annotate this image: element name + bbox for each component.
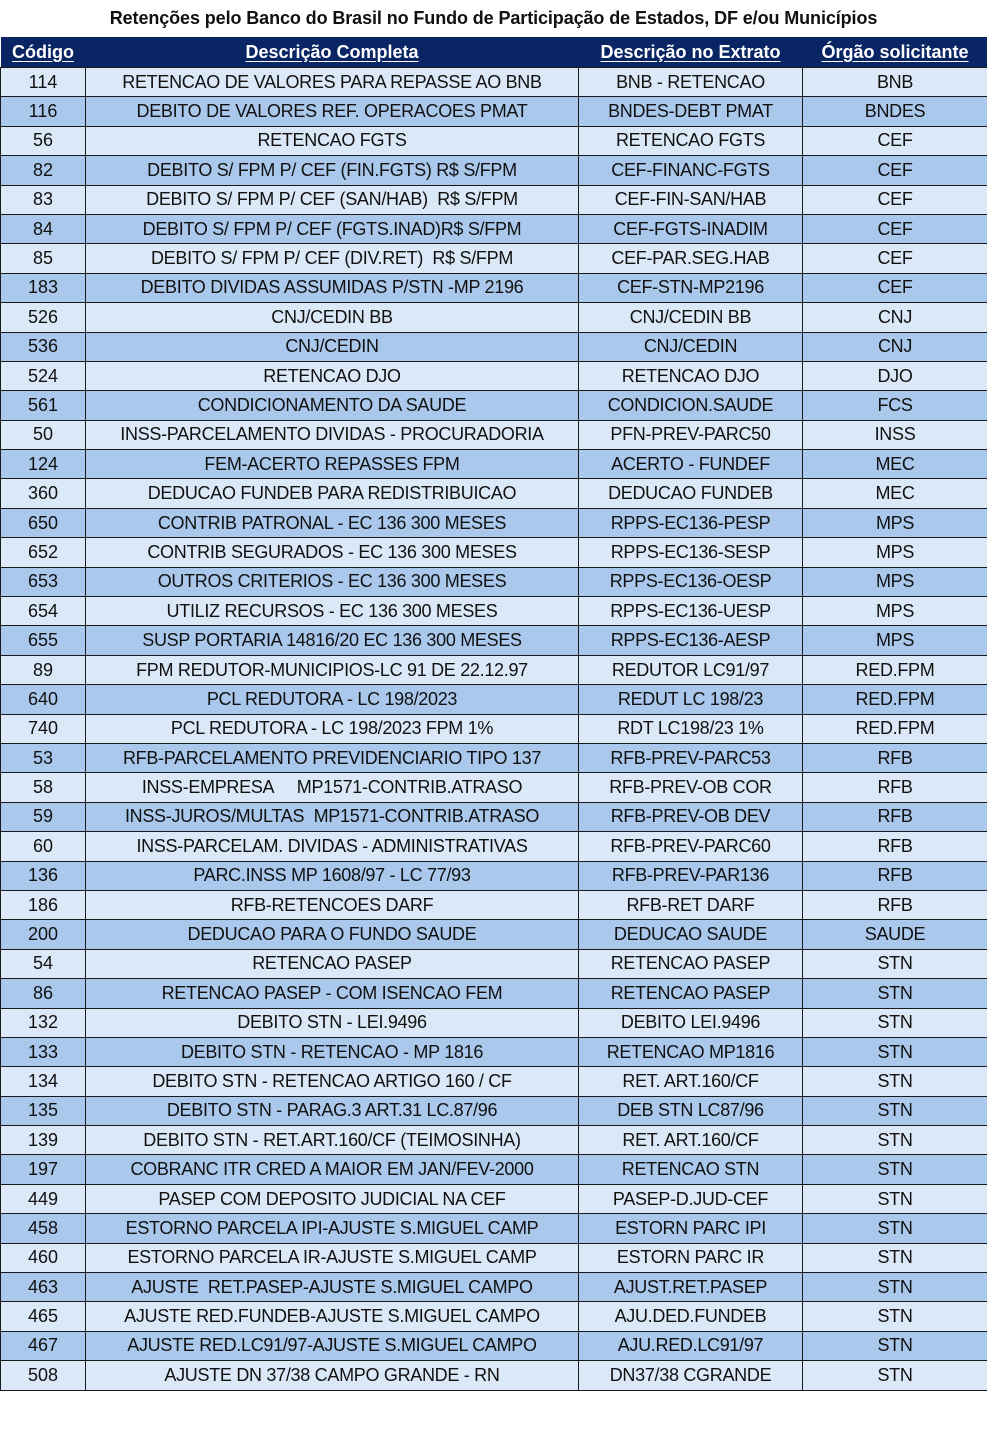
- cell-orgao-solicitante: BNB: [803, 68, 987, 97]
- cell-descricao-extrato: RPPS-EC136-AESP: [579, 626, 803, 655]
- cell-descricao-completa: ESTORNO PARCELA IPI-AJUSTE S.MIGUEL CAMP: [86, 1214, 579, 1243]
- cell-descricao-completa: AJUSTE RED.LC91/97-AJUSTE S.MIGUEL CAMPO: [86, 1331, 579, 1360]
- cell-descricao-completa: DEBITO DIVIDAS ASSUMIDAS P/STN -MP 2196: [86, 273, 579, 302]
- cell-descricao-completa: OUTROS CRITERIOS - EC 136 300 MESES: [86, 567, 579, 596]
- table-row: [1, 1331, 987, 1360]
- cell-codigo: 449: [1, 1184, 86, 1213]
- cell-descricao-extrato: CEF-FINANC-FGTS: [579, 156, 803, 185]
- cell-orgao-solicitante: MPS: [803, 626, 987, 655]
- cell-descricao-extrato: CONDICION.SAUDE: [579, 391, 803, 420]
- cell-descricao-extrato: RETENCAO PASEP: [579, 949, 803, 978]
- table-row: [1, 303, 987, 332]
- cell-codigo: 655: [1, 626, 86, 655]
- cell-descricao-extrato: RFB-PREV-OB COR: [579, 773, 803, 802]
- cell-descricao-completa: DEBITO STN - LEI.9496: [86, 1008, 579, 1037]
- cell-descricao-extrato: REDUT LC 198/23: [579, 685, 803, 714]
- cell-orgao-solicitante: CNJ: [803, 303, 987, 332]
- cell-descricao-completa: CONTRIB PATRONAL - EC 136 300 MESES: [86, 508, 579, 537]
- table-row: [1, 1126, 987, 1155]
- table-row: [1, 508, 987, 537]
- cell-descricao-completa: CNJ/CEDIN: [86, 332, 579, 361]
- cell-orgao-solicitante: STN: [803, 1184, 987, 1213]
- cell-descricao-extrato: RFB-RET DARF: [579, 890, 803, 919]
- table-row: [1, 773, 987, 802]
- cell-descricao-extrato: RETENCAO DJO: [579, 361, 803, 390]
- cell-codigo: 58: [1, 773, 86, 802]
- cell-descricao-completa: DEBITO STN - RET.ART.160/CF (TEIMOSINHA): [86, 1126, 579, 1155]
- document-title: Retenções pelo Banco do Brasil no Fundo de Participação de Estados, DF e/ou Municípios: [109, 8, 878, 28]
- cell-descricao-completa: UTILIZ RECURSOS - EC 136 300 MESES: [86, 597, 579, 626]
- cell-codigo: 186: [1, 890, 86, 919]
- cell-descricao-extrato: AJUST.RET.PASEP: [579, 1273, 803, 1302]
- table-row: [1, 1243, 987, 1272]
- table-row: [1, 479, 987, 508]
- cell-orgao-solicitante: RED.FPM: [803, 685, 987, 714]
- table-body: [1, 68, 987, 1391]
- table-row: [1, 1302, 987, 1331]
- table-row: [1, 1273, 987, 1302]
- table-row: [1, 97, 987, 126]
- column-header-codigo: Código: [1, 37, 86, 68]
- cell-codigo: 139: [1, 1126, 86, 1155]
- cell-codigo: 526: [1, 303, 86, 332]
- cell-descricao-completa: PCL REDUTORA - LC 198/2023 FPM 1%: [86, 714, 579, 743]
- cell-orgao-solicitante: STN: [803, 1214, 987, 1243]
- table-row: [1, 244, 987, 273]
- cell-orgao-solicitante: STN: [803, 949, 987, 978]
- cell-codigo: 458: [1, 1214, 86, 1243]
- cell-codigo: 59: [1, 802, 86, 831]
- cell-descricao-extrato: RFB-PREV-PAR136: [579, 861, 803, 890]
- cell-descricao-extrato: AJU.RED.LC91/97: [579, 1331, 803, 1360]
- cell-descricao-completa: CONDICIONAMENTO DA SAUDE: [86, 391, 579, 420]
- cell-orgao-solicitante: STN: [803, 1008, 987, 1037]
- table-row: [1, 1361, 987, 1390]
- cell-descricao-completa: PASEP COM DEPOSITO JUDICIAL NA CEF: [86, 1184, 579, 1213]
- cell-codigo: 82: [1, 156, 86, 185]
- table-row: [1, 685, 987, 714]
- cell-orgao-solicitante: STN: [803, 1067, 987, 1096]
- cell-codigo: 84: [1, 214, 86, 243]
- cell-descricao-extrato: RETENCAO MP1816: [579, 1037, 803, 1066]
- cell-descricao-extrato: RPPS-EC136-PESP: [579, 508, 803, 537]
- cell-orgao-solicitante: STN: [803, 1037, 987, 1066]
- cell-descricao-completa: FEM-ACERTO REPASSES FPM: [86, 450, 579, 479]
- table-row: [1, 1184, 987, 1213]
- cell-descricao-completa: FPM REDUTOR-MUNICIPIOS-LC 91 DE 22.12.97: [86, 655, 579, 684]
- cell-descricao-completa: DEDUCAO PARA O FUNDO SAUDE: [86, 920, 579, 949]
- table-row: [1, 538, 987, 567]
- cell-descricao-extrato: RFB-PREV-OB DEV: [579, 802, 803, 831]
- table-row: [1, 655, 987, 684]
- cell-codigo: 135: [1, 1096, 86, 1125]
- cell-descricao-completa: INSS-PARCELAM. DIVIDAS - ADMINISTRATIVAS: [86, 832, 579, 861]
- table-row: [1, 273, 987, 302]
- cell-descricao-completa: AJUSTE RED.FUNDEB-AJUSTE S.MIGUEL CAMPO: [86, 1302, 579, 1331]
- cell-descricao-extrato: RET. ART.160/CF: [579, 1126, 803, 1155]
- cell-descricao-completa: DEBITO S/ FPM P/ CEF (DIV.RET) R$ S/FPM: [86, 244, 579, 273]
- cell-orgao-solicitante: RED.FPM: [803, 714, 987, 743]
- cell-descricao-completa: RFB-PARCELAMENTO PREVIDENCIARIO TIPO 137: [86, 743, 579, 772]
- cell-descricao-extrato: DN37/38 CGRANDE: [579, 1361, 803, 1390]
- cell-orgao-solicitante: STN: [803, 1331, 987, 1360]
- cell-descricao-extrato: RETENCAO FGTS: [579, 126, 803, 155]
- cell-orgao-solicitante: RFB: [803, 802, 987, 831]
- cell-descricao-extrato: CNJ/CEDIN: [579, 332, 803, 361]
- cell-codigo: 360: [1, 479, 86, 508]
- cell-descricao-extrato: REDUTOR LC91/97: [579, 655, 803, 684]
- cell-orgao-solicitante: INSS: [803, 420, 987, 449]
- cell-descricao-extrato: RPPS-EC136-UESP: [579, 597, 803, 626]
- cell-codigo: 133: [1, 1037, 86, 1066]
- cell-codigo: 740: [1, 714, 86, 743]
- cell-descricao-extrato: RPPS-EC136-SESP: [579, 538, 803, 567]
- cell-orgao-solicitante: FCS: [803, 391, 987, 420]
- cell-orgao-solicitante: RFB: [803, 832, 987, 861]
- cell-descricao-completa: CONTRIB SEGURADOS - EC 136 300 MESES: [86, 538, 579, 567]
- cell-descricao-extrato: CEF-STN-MP2196: [579, 273, 803, 302]
- table-row: [1, 920, 987, 949]
- cell-orgao-solicitante: STN: [803, 1155, 987, 1184]
- cell-descricao-extrato: CEF-FIN-SAN/HAB: [579, 185, 803, 214]
- cell-codigo: 60: [1, 832, 86, 861]
- cell-descricao-extrato: AJU.DED.FUNDEB: [579, 1302, 803, 1331]
- column-header-orgao-solicitante: Órgão solicitante: [803, 37, 987, 68]
- cell-orgao-solicitante: CEF: [803, 126, 987, 155]
- cell-descricao-completa: RETENCAO PASEP - COM ISENCAO FEM: [86, 979, 579, 1008]
- table-row: [1, 68, 987, 97]
- table-row: [1, 1067, 987, 1096]
- cell-descricao-extrato: PFN-PREV-PARC50: [579, 420, 803, 449]
- table-row: [1, 890, 987, 919]
- cell-orgao-solicitante: RFB: [803, 773, 987, 802]
- cell-orgao-solicitante: DJO: [803, 361, 987, 390]
- table-row: [1, 156, 987, 185]
- cell-orgao-solicitante: STN: [803, 1302, 987, 1331]
- cell-orgao-solicitante: STN: [803, 1361, 987, 1390]
- column-header-descricao-extrato: Descrição no Extrato: [579, 37, 803, 68]
- retentions-table: [0, 37, 987, 1391]
- cell-orgao-solicitante: SAUDE: [803, 920, 987, 949]
- cell-descricao-extrato: DEBITO LEI.9496: [579, 1008, 803, 1037]
- cell-descricao-completa: DEBITO S/ FPM P/ CEF (SAN/HAB) R$ S/FPM: [86, 185, 579, 214]
- cell-descricao-completa: DEBITO S/ FPM P/ CEF (FGTS.INAD)R$ S/FPM: [86, 214, 579, 243]
- cell-codigo: 463: [1, 1273, 86, 1302]
- cell-descricao-completa: RETENCAO PASEP: [86, 949, 579, 978]
- cell-descricao-completa: RETENCAO FGTS: [86, 126, 579, 155]
- cell-descricao-extrato: ESTORN PARC IPI: [579, 1214, 803, 1243]
- cell-orgao-solicitante: STN: [803, 1096, 987, 1125]
- cell-descricao-extrato: RPPS-EC136-OESP: [579, 567, 803, 596]
- cell-codigo: 197: [1, 1155, 86, 1184]
- cell-codigo: 114: [1, 68, 86, 97]
- cell-descricao-completa: AJUSTE DN 37/38 CAMPO GRANDE - RN: [86, 1361, 579, 1390]
- cell-descricao-extrato: BNDES-DEBT PMAT: [579, 97, 803, 126]
- cell-descricao-completa: AJUSTE RET.PASEP-AJUSTE S.MIGUEL CAMPO: [86, 1273, 579, 1302]
- cell-orgao-solicitante: STN: [803, 1273, 987, 1302]
- cell-codigo: 116: [1, 97, 86, 126]
- cell-codigo: 56: [1, 126, 86, 155]
- cell-descricao-extrato: RFB-PREV-PARC60: [579, 832, 803, 861]
- cell-orgao-solicitante: CEF: [803, 156, 987, 185]
- cell-codigo: 524: [1, 361, 86, 390]
- cell-codigo: 652: [1, 538, 86, 567]
- cell-codigo: 640: [1, 685, 86, 714]
- cell-codigo: 85: [1, 244, 86, 273]
- table-row: [1, 420, 987, 449]
- cell-descricao-completa: DEBITO S/ FPM P/ CEF (FIN.FGTS) R$ S/FPM: [86, 156, 579, 185]
- table-row: [1, 185, 987, 214]
- cell-descricao-completa: COBRANC ITR CRED A MAIOR EM JAN/FEV-2000: [86, 1155, 579, 1184]
- table-row: [1, 391, 987, 420]
- cell-codigo: 54: [1, 949, 86, 978]
- cell-orgao-solicitante: RED.FPM: [803, 655, 987, 684]
- cell-codigo: 136: [1, 861, 86, 890]
- cell-descricao-extrato: RDT LC198/23 1%: [579, 714, 803, 743]
- cell-codigo: 536: [1, 332, 86, 361]
- table-row: [1, 626, 987, 655]
- cell-codigo: 650: [1, 508, 86, 537]
- table-row: [1, 450, 987, 479]
- cell-descricao-completa: INSS-PARCELAMENTO DIVIDAS - PROCURADORIA: [86, 420, 579, 449]
- cell-orgao-solicitante: CEF: [803, 214, 987, 243]
- cell-codigo: 653: [1, 567, 86, 596]
- cell-descricao-extrato: CNJ/CEDIN BB: [579, 303, 803, 332]
- cell-descricao-completa: SUSP PORTARIA 14816/20 EC 136 300 MESES: [86, 626, 579, 655]
- table-row: [1, 567, 987, 596]
- cell-orgao-solicitante: CNJ: [803, 332, 987, 361]
- table-row: [1, 802, 987, 831]
- table-row: [1, 1037, 987, 1066]
- cell-descricao-extrato: DEDUCAO FUNDEB: [579, 479, 803, 508]
- table-row: [1, 861, 987, 890]
- cell-orgao-solicitante: MEC: [803, 450, 987, 479]
- cell-descricao-extrato: RETENCAO STN: [579, 1155, 803, 1184]
- cell-descricao-completa: ESTORNO PARCELA IR-AJUSTE S.MIGUEL CAMP: [86, 1243, 579, 1272]
- cell-descricao-extrato: DEDUCAO SAUDE: [579, 920, 803, 949]
- cell-descricao-completa: CNJ/CEDIN BB: [86, 303, 579, 332]
- cell-descricao-extrato: RETENCAO PASEP: [579, 979, 803, 1008]
- cell-orgao-solicitante: MEC: [803, 479, 987, 508]
- cell-codigo: 86: [1, 979, 86, 1008]
- cell-codigo: 467: [1, 1331, 86, 1360]
- cell-orgao-solicitante: STN: [803, 1126, 987, 1155]
- cell-descricao-completa: DEBITO STN - RETENCAO - MP 1816: [86, 1037, 579, 1066]
- cell-codigo: 50: [1, 420, 86, 449]
- cell-descricao-completa: DEBITO STN - RETENCAO ARTIGO 160 / CF: [86, 1067, 579, 1096]
- cell-codigo: 561: [1, 391, 86, 420]
- cell-descricao-extrato: RET. ART.160/CF: [579, 1067, 803, 1096]
- table-row: [1, 597, 987, 626]
- cell-orgao-solicitante: STN: [803, 1243, 987, 1272]
- cell-codigo: 654: [1, 597, 86, 626]
- cell-codigo: 132: [1, 1008, 86, 1037]
- table-header-row: [1, 37, 987, 68]
- cell-codigo: 200: [1, 920, 86, 949]
- cell-orgao-solicitante: RFB: [803, 743, 987, 772]
- cell-codigo: 83: [1, 185, 86, 214]
- cell-orgao-solicitante: CEF: [803, 185, 987, 214]
- cell-codigo: 465: [1, 1302, 86, 1331]
- cell-orgao-solicitante: MPS: [803, 538, 987, 567]
- cell-orgao-solicitante: MPS: [803, 567, 987, 596]
- table-row: [1, 214, 987, 243]
- cell-orgao-solicitante: CEF: [803, 273, 987, 302]
- cell-descricao-completa: DEDUCAO FUNDEB PARA REDISTRIBUICAO: [86, 479, 579, 508]
- table-row: [1, 714, 987, 743]
- cell-descricao-extrato: PASEP-D.JUD-CEF: [579, 1184, 803, 1213]
- cell-codigo: 134: [1, 1067, 86, 1096]
- cell-descricao-extrato: BNB - RETENCAO: [579, 68, 803, 97]
- cell-descricao-completa: RETENCAO DJO: [86, 361, 579, 390]
- cell-descricao-completa: INSS-JUROS/MULTAS MP1571-CONTRIB.ATRASO: [86, 802, 579, 831]
- table-row: [1, 743, 987, 772]
- cell-codigo: 460: [1, 1243, 86, 1272]
- table-row: [1, 361, 987, 390]
- cell-descricao-completa: RFB-RETENCOES DARF: [86, 890, 579, 919]
- cell-descricao-completa: RETENCAO DE VALORES PARA REPASSE AO BNB: [86, 68, 579, 97]
- cell-orgao-solicitante: RFB: [803, 890, 987, 919]
- cell-descricao-extrato: ESTORN PARC IR: [579, 1243, 803, 1272]
- cell-codigo: 183: [1, 273, 86, 302]
- column-header-descricao-completa: Descrição Completa: [86, 37, 579, 68]
- cell-descricao-completa: DEBITO STN - PARAG.3 ART.31 LC.87/96: [86, 1096, 579, 1125]
- table-row: [1, 832, 987, 861]
- cell-descricao-extrato: RFB-PREV-PARC53: [579, 743, 803, 772]
- table-row: [1, 949, 987, 978]
- cell-orgao-solicitante: MPS: [803, 508, 987, 537]
- cell-orgao-solicitante: CEF: [803, 244, 987, 273]
- cell-descricao-extrato: CEF-FGTS-INADIM: [579, 214, 803, 243]
- table-row: [1, 126, 987, 155]
- cell-descricao-extrato: ACERTO - FUNDEF: [579, 450, 803, 479]
- table-row: [1, 332, 987, 361]
- table-row: [1, 1155, 987, 1184]
- table-row: [1, 1096, 987, 1125]
- cell-orgao-solicitante: RFB: [803, 861, 987, 890]
- cell-codigo: 89: [1, 655, 86, 684]
- table-row: [1, 1214, 987, 1243]
- cell-codigo: 508: [1, 1361, 86, 1390]
- cell-codigo: 53: [1, 743, 86, 772]
- cell-descricao-completa: PCL REDUTORA - LC 198/2023: [86, 685, 579, 714]
- cell-orgao-solicitante: MPS: [803, 597, 987, 626]
- cell-orgao-solicitante: BNDES: [803, 97, 987, 126]
- table-row: [1, 1008, 987, 1037]
- cell-codigo: 124: [1, 450, 86, 479]
- cell-descricao-extrato: DEB STN LC87/96: [579, 1096, 803, 1125]
- cell-descricao-completa: INSS-EMPRESA MP1571-CONTRIB.ATRASO: [86, 773, 579, 802]
- table-row: [1, 979, 987, 1008]
- cell-descricao-completa: DEBITO DE VALORES REF. OPERACOES PMAT: [86, 97, 579, 126]
- cell-descricao-extrato: CEF-PAR.SEG.HAB: [579, 244, 803, 273]
- cell-descricao-completa: PARC.INSS MP 1608/97 - LC 77/93: [86, 861, 579, 890]
- cell-orgao-solicitante: STN: [803, 979, 987, 1008]
